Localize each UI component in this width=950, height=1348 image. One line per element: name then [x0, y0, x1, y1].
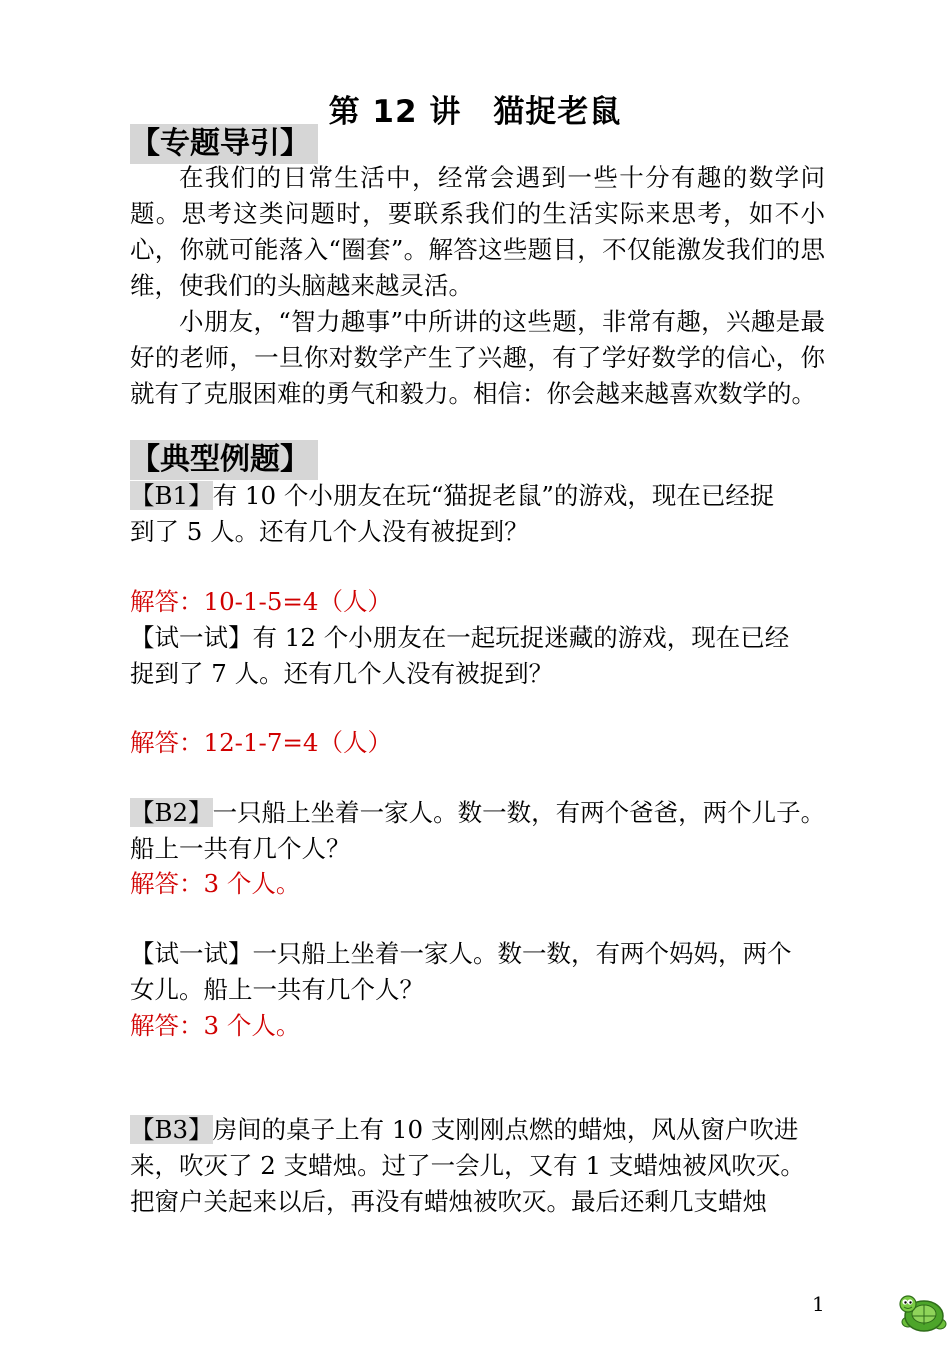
try-2-line-1: 【试一试】一只船上坐着一家人。数一数，有两个妈妈，两个 — [130, 939, 792, 968]
section-heading-intro: 【专题导引】 — [130, 124, 318, 164]
problem-b3-line-2: 来，吹灭了 2 支蜡烛。过了一会儿，又有 1 支蜡烛被风吹灭。 — [130, 1151, 805, 1180]
page-number: 1 — [812, 1292, 825, 1316]
problem-b3-line-3: 把窗户关起来以后，再没有蜡烛被吹灭。最后还剩几支蜡烛 — [130, 1187, 767, 1216]
problem-label-b2: 【B2】 — [130, 798, 213, 827]
intro-paragraph-2: 小朋友，“智力趣事”中所讲的这些题，非常有趣，兴趣是最好的老师，一旦你对数学产生了兴趣，有了学好数学的信心，你就有了克服困难的勇气和毅力。相信：你会越来越喜欢数学的。 — [130, 307, 825, 408]
page-title: 第 12 讲 猫捉老鼠 — [328, 94, 622, 130]
problem-b2-line-2: 船上一共有几个人？ — [130, 834, 351, 863]
try-1-line-1: 【试一试】有 12 个小朋友在一起玩捉迷藏的游戏，现在已经 — [130, 623, 790, 652]
answer-try-2: 解答：3 个人。 — [130, 1011, 301, 1040]
section-heading-examples: 【典型例题】 — [130, 440, 318, 480]
problem-b3-line-1: 【B3】房间的桌子上有 10 支刚刚点燃的蜡烛，风从窗户吹进 — [130, 1115, 799, 1144]
problem-b1-line-2: 到了 5 人。还有几个人没有被捉到？ — [130, 517, 529, 546]
intro-paragraph-1: 在我们的日常生活中，经常会遇到一些十分有趣的数学问题。思考这类问题时，要联系我们的生活实际来思考，如不小心，你就可能落入“圈套”。解答这些题目，不仅能激发我们的思维，使我们的头脑越来越灵活。 — [130, 163, 825, 300]
try-1-line-2: 捉到了 7 人。还有几个人没有被捉到？ — [130, 659, 554, 688]
problem-b1-line-1: 【B1】有 10 个小朋友在玩“猫捉老鼠”的游戏，现在已经捉 — [130, 481, 775, 510]
answer-try-1: 解答：12-1-7=4（人） — [130, 728, 393, 757]
try-2-line-2: 女儿。船上一共有几个人？ — [130, 975, 424, 1004]
answer-b1: 解答：10-1-5=4（人） — [130, 587, 393, 616]
answer-b2: 解答：3 个人。 — [130, 869, 301, 898]
problem-label-b3: 【B3】 — [130, 1115, 213, 1144]
problem-label-b1: 【B1】 — [130, 481, 213, 510]
problem-b2-line-1: 【B2】一只船上坐着一家人。数一数，有两个爸爸，两个儿子。 — [130, 798, 826, 827]
turtle-icon — [898, 1286, 950, 1338]
